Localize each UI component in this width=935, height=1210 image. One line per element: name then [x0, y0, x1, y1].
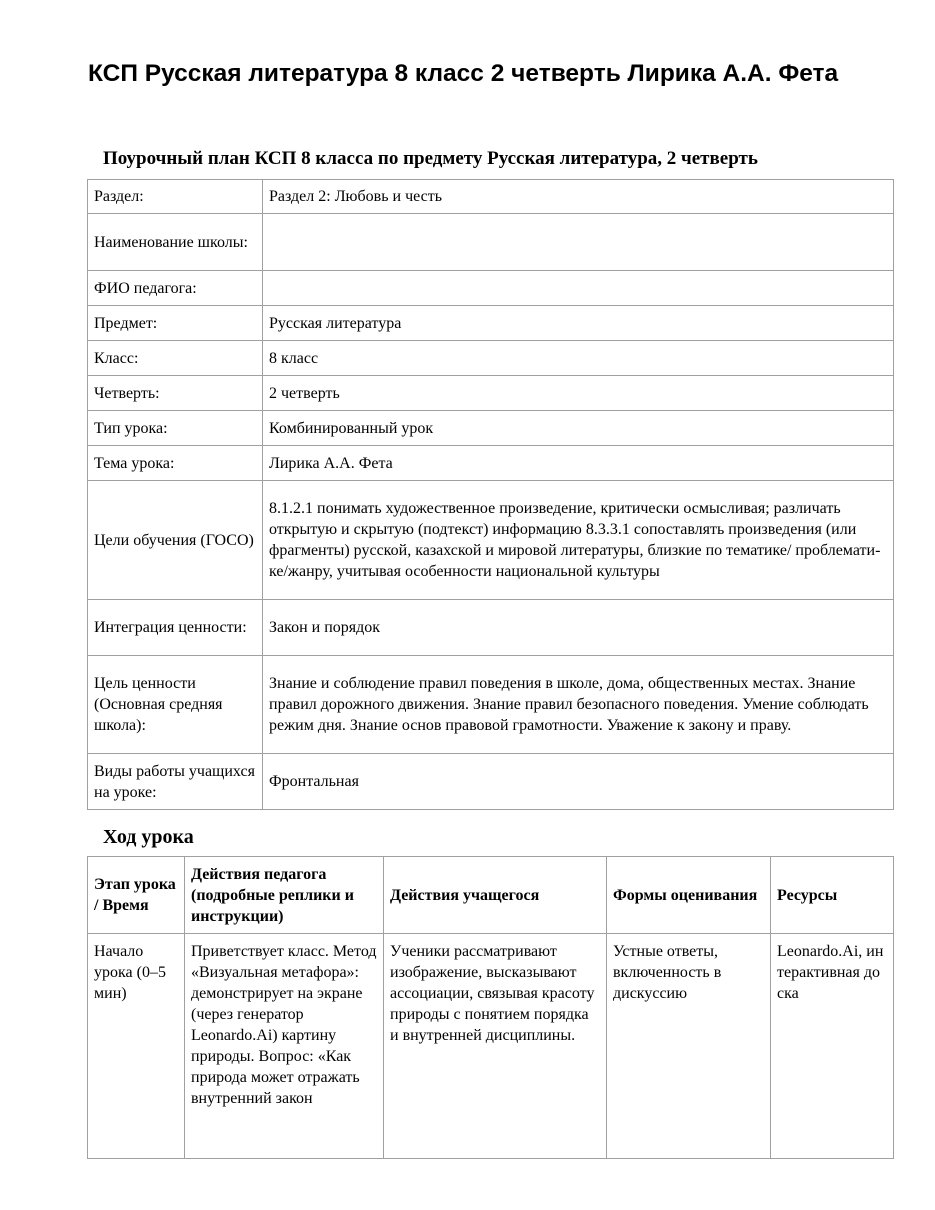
row-value: Раздел 2: Любовь и честь [263, 180, 894, 214]
header-student-actions: Действия учащегося [384, 857, 607, 934]
row-value: Русская литература [263, 306, 894, 341]
row-value: Закон и порядок [263, 600, 894, 656]
row-label: ФИО педагога: [88, 271, 263, 306]
table-header-row [88, 857, 894, 934]
table-row [88, 754, 894, 810]
lesson-plan-table [87, 179, 894, 810]
table-row [88, 656, 894, 754]
cell-student-actions: Ученики рассматривают изображение, высказывают ассоциации, связывая красоту природы с понятием порядка и внутренней дисциплины. [384, 934, 607, 1159]
table-row [88, 306, 894, 341]
row-value [263, 271, 894, 306]
cell-assessment: Устные ответы, включенность в дискуссию [607, 934, 771, 1159]
lesson-progress-heading: Ход урока [103, 826, 194, 848]
row-value: 2 четверть [263, 376, 894, 411]
row-label: Тема урока: [88, 446, 263, 481]
cell-teacher-actions: Приветствует класс. Метод «Визуальная метафора»: демонстрирует на экране (через генератор Leonardo.Ai) картину природы. Вопрос: «Как природа может отражать внутренний закон [185, 934, 384, 1159]
table-row [88, 376, 894, 411]
header-teacher-actions: Действия педагога (подробные реплики и инструкции) [185, 857, 384, 934]
row-label: Раздел: [88, 180, 263, 214]
row-value: Комбинированный урок [263, 411, 894, 446]
cell-resources: Leonardo.Ai, интерактивная доска [771, 934, 894, 1159]
row-label: Предмет: [88, 306, 263, 341]
table-row [88, 446, 894, 481]
row-value: Знание и соблюдение правил поведения в школе, дома, общественных местах. Знание правил дорожного движения. Знание правил безопасного поведения. Умение соблюдать режим дня. Знание основ правовой грамотности. Уважение к закону и праву. [263, 656, 894, 754]
row-label: Интеграция ценности: [88, 600, 263, 656]
row-label: Цели обучения (ГОСО) [88, 481, 263, 600]
table-row [88, 271, 894, 306]
table-row [88, 411, 894, 446]
header-assessment: Формы оценивания [607, 857, 771, 934]
row-label: Тип урока: [88, 411, 263, 446]
row-label: Наименование школы: [88, 214, 263, 271]
table-row [88, 934, 894, 1159]
row-value: 8 класс [263, 341, 894, 376]
table-row [88, 481, 894, 600]
row-value: 8.1.2.1 понимать художественное произведение, критически осмысливая; различать открытую и скрытую (подтекст) информацию 8.3.3.1 сопоставлять произведения (или фрагменты) русской, казахской и мировой литературы, близкие по тематике/ проблемати-ке/жанру, учитывая особенности национальной культуры [263, 481, 894, 600]
row-label: Четверть: [88, 376, 263, 411]
row-value [263, 214, 894, 271]
row-label: Виды работы учащихся на уроке: [88, 754, 263, 810]
header-stage: Этап урока / Время [88, 857, 185, 934]
table-row [88, 600, 894, 656]
row-label: Класс: [88, 341, 263, 376]
cell-stage: Начало урока (0–5 мин) [88, 934, 185, 1159]
row-value: Фронтальная [263, 754, 894, 810]
row-label: Цель ценности (Основная средняя школа): [88, 656, 263, 754]
table-row [88, 214, 894, 271]
plan-title: Поурочный план КСП 8 класса по предмету Русская литература, 2 четверть [103, 148, 758, 169]
table-row [88, 180, 894, 214]
lesson-progress-table [87, 856, 894, 1159]
table-row [88, 341, 894, 376]
header-resources: Ресурсы [771, 857, 894, 934]
row-value: Лирика А.А. Фета [263, 446, 894, 481]
document-title: КСП Русская литература 8 класс 2 четверть Лирика А.А. Фета [88, 60, 839, 87]
